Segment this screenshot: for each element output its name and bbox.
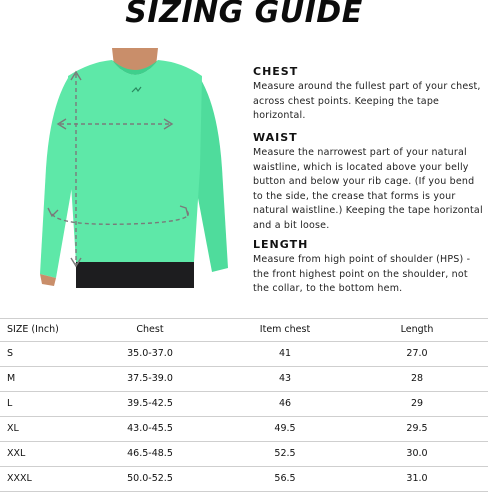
shirt-torso: [68, 60, 202, 262]
waist-description: Measure the narrowest part of your natural waistline, which is located above your belly button and below your rib cage. (If you bend to the side, the crease that forms is your natural waistline.) Keeping the tape horizontal and a bit loose.: [253, 147, 483, 231]
chest-description: Measure around the fullest part of your chest, across chest points. Keeping the tape horizontal.: [253, 81, 481, 121]
cell-length: 30.0: [406, 448, 428, 459]
length-section: [253, 238, 485, 297]
header-size: SIZE (Inch): [7, 324, 59, 335]
table-row: [0, 417, 488, 442]
cell-item-chest: 52.5: [274, 448, 296, 459]
model-pants: [76, 262, 194, 288]
page-title: SIZING GUIDE: [125, 0, 363, 30]
cell-item-chest: 56.5: [274, 473, 296, 484]
waist-heading: WAIST: [253, 131, 298, 144]
cell-chest: 43.0-45.5: [127, 423, 173, 434]
cell-length: 29: [410, 398, 424, 409]
chest-heading: CHEST: [253, 65, 299, 78]
cell-item-chest: 49.5: [274, 423, 296, 434]
length-description: Measure from high point of shoulder (HPS) - the front highest point on the shoulder, not the collar, to the bottom hem.: [253, 254, 471, 294]
cell-size: L: [7, 398, 13, 409]
waist-section: [253, 131, 485, 233]
table-row: [0, 342, 488, 367]
cell-chest: 46.5-48.5: [127, 448, 173, 459]
table-row: [0, 467, 488, 492]
cell-size: XXL: [7, 448, 26, 459]
cell-length: 27.0: [406, 348, 428, 359]
model-shirt-illustration: [40, 48, 230, 288]
cell-size: XXXL: [7, 473, 32, 484]
cell-size: M: [7, 373, 16, 384]
cell-length: 31.0: [406, 473, 428, 484]
cell-chest: 37.5-39.0: [127, 373, 173, 384]
cell-length: 28: [410, 373, 424, 384]
cell-size: XL: [7, 423, 19, 434]
cell-item-chest: 41: [278, 348, 292, 359]
cell-size: S: [7, 348, 14, 359]
table-row: [0, 392, 488, 417]
chest-section: [253, 65, 485, 124]
cell-chest: 50.0-52.5: [127, 473, 173, 484]
cell-item-chest: 46: [278, 398, 292, 409]
cell-length: 29.5: [406, 423, 428, 434]
header-item-chest: Item chest: [259, 324, 311, 335]
header-chest: Chest: [136, 324, 164, 335]
table-row: [0, 367, 488, 392]
table-header-row: [0, 318, 488, 342]
length-heading: LENGTH: [253, 238, 309, 251]
header-length: Length: [400, 324, 434, 335]
cell-chest: 39.5-42.5: [127, 398, 173, 409]
table-row: [0, 442, 488, 467]
cell-item-chest: 43: [278, 373, 292, 384]
cell-chest: 35.0-37.0: [127, 348, 173, 359]
